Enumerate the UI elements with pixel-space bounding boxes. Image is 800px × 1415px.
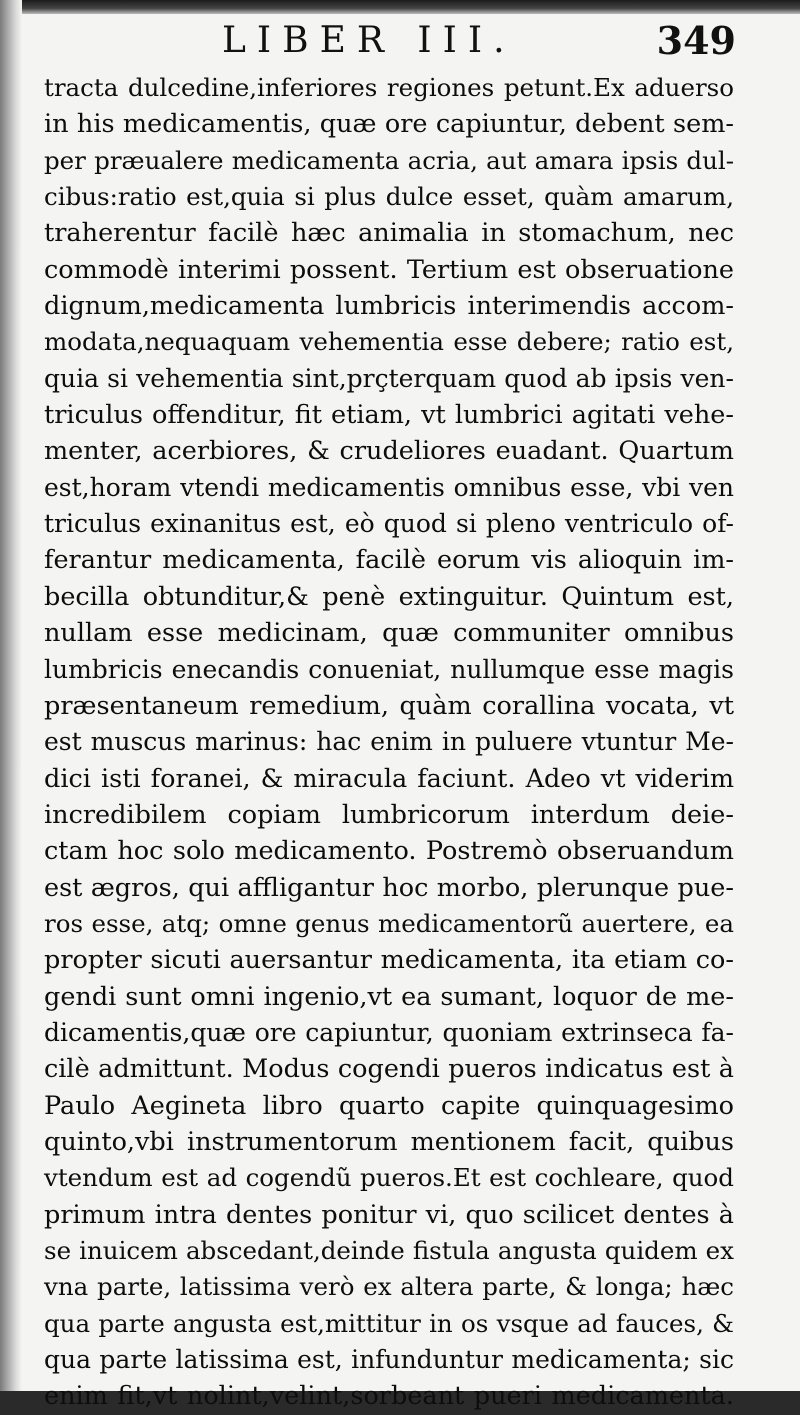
text-line: gendi sunt omni ingenio,vt ea sumant, loquor de me- [44, 981, 734, 1012]
text-line: ctam hoc solo medicamento. Postremò obseruandum [44, 836, 734, 867]
text-line: est muscus marinus: hac enim in puluere vtuntur Me- [44, 727, 734, 757]
text-line: tracta dulcedine,inferiores regiones petunt.Ex aduerso [44, 73, 734, 102]
text-line: incredibilem copiam lumbricorum interdum deie- [44, 799, 734, 830]
page-number: 349 [656, 18, 736, 63]
text-line: est ægros, qui affligantur hoc morbo, plerunque pue- [44, 872, 734, 903]
text-line: vna parte, latissima verò ex altera parte, & longa; hæc [44, 1272, 734, 1302]
text-line: per præualere medicamenta acria, aut amara ipsis dul- [44, 145, 734, 175]
text-line: ferantur medicamenta, facilè eorum vis alioquin im- [44, 545, 734, 576]
text-line: cilè admittunt. Modus cogendi pueros indicatus est à [44, 1054, 734, 1085]
text-line: enim fit,vt nolint,velint,sorbeant pueri medicamenta. [44, 1381, 734, 1412]
text-line: commodè interimi possent. Tertium est obseruatione [44, 254, 734, 285]
text-line: ros esse, atq; omne genus medicamentorũ auertere, ea [44, 908, 734, 938]
text-line: Paulo Aegineta libro quarto capite quinquagesimo [44, 1090, 734, 1121]
text-line: est,horam vtendi medicamentis omnibus esse, vbi ven [44, 472, 734, 502]
text-line: se inuicem abscedant,deinde fistula angusta quidem ex [44, 1236, 734, 1265]
text-line: cibus:ratio est,quia si plus dulce esset, quàm amarum, [44, 182, 734, 212]
text-line: becilla obtunditur,& penè extinguitur. Quintum est, [44, 581, 734, 612]
text-line: præsentaneum remedium, quàm corallina vocata, vt [44, 690, 734, 721]
scan-binding-shadow [0, 0, 22, 1391]
text-line: modata,nequaquam vehementia esse debere; ratio est, [44, 327, 734, 357]
body-text [44, 70, 734, 1415]
text-line: qua parte angusta est,mittitur in os vsque ad fauces, & [44, 1308, 734, 1338]
text-line: quinto,vbi instrumentorum mentionem facit, quibus [44, 1126, 734, 1157]
text-line: nullam esse medicinam, quæ communiter omnibus [44, 618, 734, 649]
text-line: in his medicamentis, quæ ore capiuntur, debent sem- [44, 109, 734, 140]
text-line: propter sicuti auersantur medicamenta, ita etiam co- [44, 945, 734, 976]
text-line: dignum,medicamenta lumbricis interimendis accom- [44, 291, 734, 322]
page-header [0, 16, 800, 76]
text-line: qua parte latissima est, infunduntur medicamenta; sic [44, 1345, 734, 1375]
text-line: lumbricis enecandis conueniat, nullumque esse magis [44, 654, 734, 684]
running-head: LIBER III. [222, 20, 516, 61]
text-line: triculus exinanitus est, eò quod si pleno ventriculo of- [44, 509, 734, 539]
text-line: menter, acerbiores, & crudeliores euadant. Quartum [44, 436, 734, 467]
text-line: dicamentis,quæ ore capiuntur, quoniam extrinseca fa- [44, 1017, 734, 1047]
text-line: vtendum est ad cogendũ pueros.Et est cochleare, quod [44, 1163, 734, 1193]
text-line: triculus offenditur, fit etiam, vt lumbrici agitati vehe- [44, 400, 734, 431]
text-line: quia si vehementia sint,prçterquam quod ab ipsis ven- [44, 363, 734, 393]
text-line: primum intra dentes ponitur vi, quo scilicet dentes à [44, 1199, 734, 1230]
text-line: traherentur facilè hæc animalia in stomachum, nec [44, 218, 734, 249]
text-line: dici isti foranei, & miracula faciunt. Adeo vt viderim [44, 763, 734, 794]
scan-top-edge [0, 0, 800, 14]
